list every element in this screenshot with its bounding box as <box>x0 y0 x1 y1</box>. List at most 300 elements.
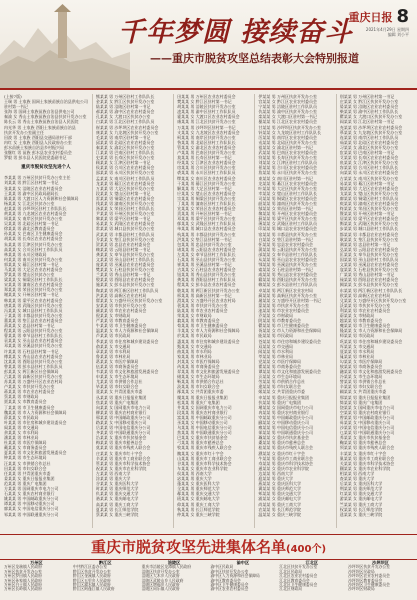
text-line: 经某某 女 江津区农业农村委员会 <box>177 160 236 166</box>
text-line: 冉光华 男 土家族 酉阳土家族苗族自治县 <box>4 124 76 130</box>
text-line: 桑某某 男 重庆市慈善总会 <box>258 440 305 446</box>
article-body <box>4 94 413 528</box>
text-line: 康某某 女 九龙坡区扶贫开发办公室 <box>95 129 159 135</box>
text-line: 范某某 男 重庆广电集团 <box>4 480 47 486</box>
text-column <box>4 94 88 528</box>
text-line: 满某某 男 忠县驻村第一书记 <box>339 241 391 247</box>
text-line: 宗某某 男 铜梁区扶贫开发办公室 <box>177 195 236 201</box>
text-line: 温某某 女 重庆三峡学院 <box>258 511 301 517</box>
text-line: 陆某某 男 涪陵区驻村第一书记 <box>95 104 151 110</box>
text-line: 薛某某 女 市民政局 <box>4 414 39 420</box>
text-line: 吕某某 男 高新区扶贫开发办公室 <box>4 373 63 379</box>
text-line: 丰某某 女 重庆市红十字会 <box>339 450 387 456</box>
section-heading: 涪陵区 <box>167 560 181 565</box>
text-line: 许某某 男 石柱县驻村第一书记 <box>4 348 59 354</box>
text-line: 糜某某 男 重庆日报报业集团 <box>177 394 228 400</box>
text-line: 蓟某某 男 梁平区扶贫开发办公室 <box>258 216 317 222</box>
text-line: 洪某某 男 高新区农业农村局 <box>95 292 147 298</box>
text-line: 焦某某 男 重庆广电集团 <box>95 399 139 405</box>
text-line: 涪陵区增福乡人民政府 <box>141 581 180 587</box>
text-line: 庄某某 女 重庆市红十字会 <box>95 450 143 456</box>
text-line: 邓某某 男 梁平区扶贫开发办公室 <box>177 216 236 222</box>
text-line: 黔江区金溪镇人民政府 <box>72 573 111 579</box>
text-line: 简某某 男 重庆广电集团 <box>339 399 383 405</box>
text-line: 殷某某 男 酉阳县农业农村委员会 <box>95 277 155 283</box>
text-line: 瞿某某 女 大渡口区扶贫开发办公室 <box>339 114 403 120</box>
text-line: 仰某某 男 重庆工商大学 <box>177 501 220 507</box>
text-line: 白某某 男 江北区驻村工作队队员 <box>95 119 155 125</box>
text-line: 万州区扶贫开发办公室 <box>4 568 42 574</box>
text-line: 滑某某 女 万盛经开区农业农村局 <box>177 297 236 303</box>
text-line: 高某某 男 重庆工商大学 <box>95 501 139 507</box>
text-line: 雍某某 男 中国电信重庆分公司 <box>258 425 313 431</box>
text-line: 时某某 男 重庆师范大学 <box>95 486 139 492</box>
text-line: 索某某 女 石柱县驻村第一书记 <box>258 267 313 273</box>
text-line: 钱某某 男 潼南区扶贫开发办公室 <box>95 200 155 206</box>
text-line: 兰某某 男 秀山县驻村第一书记 <box>95 272 151 278</box>
text-line: 邱某某 男 北碚区农业农村委员会 <box>95 139 155 145</box>
text-line: 郤某某 男 中国联通重庆分公司 <box>258 430 313 436</box>
text-line: 吉某某 女 石柱县农业农村委员会 <box>177 267 236 273</box>
text-line: 章某某 男 市水利局 <box>95 348 131 354</box>
text-line: 雷某某 男 铜梁区农业农村委员会 <box>95 195 155 201</box>
text-line: 汤某某 女 荣昌区驻村工作队队长 <box>95 206 155 212</box>
text-line: 连某某 男 南岸区驻村工作队队员 <box>339 134 399 140</box>
text-line: 房某某 男 合川区扶贫开发办公室 <box>177 165 236 171</box>
text-line: 祖某某 女 渝北区驻村第一书记 <box>258 144 313 150</box>
text-line: 莘某某 男 市林业局 <box>258 353 293 359</box>
text-line: 戴某某 女 市商务委员会 <box>4 445 47 451</box>
text-line: 羿某某 男 市文化和旅游发展委员会 <box>177 369 240 375</box>
headline: 千年梦圆 接续奋斗 <box>118 17 353 48</box>
text-line: 赖某某 女 彭水县驻村工作队队员 <box>258 282 317 288</box>
text-line: 田某某 男 万州区农业农村委员会 <box>177 94 236 99</box>
text-line: 梁某某 女 铜梁区驻村工作队队长 <box>4 277 63 283</box>
text-line: 管某某 女 渝北区农业农村委员会 <box>177 144 236 150</box>
text-line: 方某某 男 国网重庆市电力公司 <box>4 486 59 492</box>
text-line: 籍某某 男 酉阳县扶贫开发办公室 <box>258 277 317 283</box>
text-line: 姚某某 男 中国邮政重庆分公司 <box>4 496 59 502</box>
text-line: 龚某某 女 奉节县扶贫开发办公室 <box>95 251 155 257</box>
text-line: 韩某某 男 梁平区农业农村委员会 <box>4 297 63 303</box>
text-line: 韦某某 男 市文化和旅游发展委员会 <box>95 369 159 375</box>
text-line: 向某某 女 国网重庆市电力公司 <box>95 404 151 410</box>
text-line: 韶某某 男 潼南区扶贫开发办公室 <box>258 200 317 206</box>
text-line: 徐某某 男 渝北区教育委员会 <box>4 226 55 232</box>
text-line: 相某某 男 西南大学 <box>339 470 375 476</box>
text-line: 饶某某 女 国网重庆市电力公司 <box>339 404 395 410</box>
text-line: 寇某某 女 石柱县扶贫开发办公室 <box>339 267 399 273</box>
text-line: 融某某 男 市文化和旅游发展委员会 <box>339 369 403 375</box>
text-line: 蔡某某 男 市财政局 <box>4 394 39 400</box>
text-line: 江某某 男 巴南区驻村工作队队长 <box>95 150 155 156</box>
text-line: 那某某 男 重庆日报报业集团 <box>339 394 391 400</box>
text-line: 幸某某 女 璧山区驻村工作队队长 <box>258 190 317 196</box>
paper-name: 重庆日报 <box>348 11 393 24</box>
subheadline: ——重庆市脱贫攻坚总结表彰大会特别报道 <box>150 52 359 65</box>
text-line: 甘某某 男 沙坪坝区扶贫开发办公室 <box>258 124 321 130</box>
text-line: 晁某某 男 市林业局 <box>339 353 375 359</box>
text-line: 蔚某某 女 市财政局 <box>339 313 375 319</box>
text-line: 贾某某 女 市教育委员会 <box>4 399 47 405</box>
text-line: 余某某 女 市水利局 <box>4 430 39 435</box>
text-line: 宣某某 女 荣昌区农业农村委员会 <box>177 206 236 212</box>
list-column <box>142 561 207 597</box>
text-line: 咸某某 男 秀山县农业农村委员会 <box>258 272 317 278</box>
text-line: 罗毅 男 彭水县人民医院党委副书记 <box>4 155 67 161</box>
text-line: 渝中区卫生健康委员会 <box>210 581 249 587</box>
text-line: 金某某 女 黔江区扶贫开发办公室 <box>95 99 155 105</box>
text-line: 邢某某 男 中国邮政重庆分公司 <box>95 414 151 420</box>
text-line: 廖某某 男 铜梁区驻村工作队队员 <box>339 195 399 201</box>
text-line: 张继红 男 苗族 彭水县农业农村委员会 <box>4 150 72 156</box>
text-line: 李某某 男 万州区扶贫开发办公室主任 <box>4 175 71 181</box>
text-line: 蒯某某 女 重庆市农业科学院 <box>339 465 391 471</box>
text-line: 鞠某某 男 重庆市慈善总会 <box>339 440 387 446</box>
text-line: 沙某某 男 中国电信重庆分公司 <box>339 425 395 431</box>
text-line: 殳某某 女 万盛经开区扶贫开发办公室 <box>339 297 407 303</box>
text-line: 邓某某 男 巫溪县扶贫开发办公室 <box>4 343 63 349</box>
text-line: 涂某某 男 重庆大学 <box>95 476 131 482</box>
text-line: 仇某某 男 重庆交通大学 <box>95 491 139 497</box>
text-line: 訾某某 男 市供销合作总社 <box>339 379 387 385</box>
text-line: 须某某 男 重庆市残疾人联合会 <box>339 445 395 451</box>
text-line: 家某某 男 市林业局 <box>177 353 212 359</box>
text-line: 诸某某 男 云阳县农业农村委员会 <box>177 246 236 252</box>
text-line: 罗某某 男 璧山区扶贫办公室 <box>4 272 55 278</box>
section-heading: 重庆市脱贫攻坚先进个人 <box>21 165 71 171</box>
text-line: 贡某某 女 市生态环境局 <box>258 374 301 380</box>
text-line: 詹某某 男 永川区扶贫开发办公室 <box>258 170 317 176</box>
text-line: 牛某某 男 市卫生健康委员会 <box>95 323 147 329</box>
text-line: 渝中区农业农村委员会 <box>210 586 249 592</box>
text-line: 温某某 女 市人力资源和社会保障局 <box>95 328 159 334</box>
text-line: 弓某某 男 重庆市慈善总会 <box>177 440 224 446</box>
text-line: 包某某 男 忠县扶贫开发办公室 <box>177 241 232 247</box>
text-line: 红某某 男 重庆交通大学 <box>339 491 383 497</box>
text-line: 芮某某 男 市商务委员会 <box>177 363 220 369</box>
text-line: 乔某某 女 市财政局 <box>258 313 293 319</box>
text-line: 江北区民政局 <box>279 568 303 574</box>
text-line: 崔某某 男 沙坪坝区农业农村委员会 <box>95 124 159 130</box>
text-line: 刘某某 男 黔江区驻村第一书记 <box>4 180 59 186</box>
text-line: 越某某 男 市教育委员会 <box>339 318 383 324</box>
text-line: 燕某某 女 重庆医科大学 <box>258 481 301 487</box>
text-line: 逯某某 女 重庆三峡学院 <box>339 511 383 517</box>
text-column <box>173 94 250 528</box>
text-line: 任某某 男 共青团重庆市委 <box>4 470 51 476</box>
text-line: 谷某某 男 重庆市科学技术协会 <box>177 460 232 466</box>
text-line: 侯某某 男 西南大学 <box>177 470 212 476</box>
text-line: 葛某某 女 市医疗保障局 <box>95 358 139 364</box>
text-line: 秦渝 女 秀山土家族苗族自治县扶贫开发办公室 <box>4 114 87 120</box>
text-line: 浦某某 女 重庆邮电大学 <box>258 496 301 502</box>
masthead <box>348 6 409 37</box>
text-line: 牧某某 男 重庆市残疾人联合会 <box>177 445 232 451</box>
text-line: 廖某某 女 中国电信重庆分公司 <box>4 506 59 512</box>
text-line: 庾某某 男 潼南区农业农村委员会 <box>339 200 399 206</box>
text-line: 习某某 女 渝北区扶贫开发办公室 <box>339 144 399 150</box>
text-line: 王瑞 男 土家族 国网土家族苗族自治县供电公司 <box>4 99 88 105</box>
text-line: 养某某 女 重庆市扶贫基金会 <box>339 435 391 441</box>
text-line: 戈某某 女 璧山区扶贫开发办公室 <box>339 190 399 196</box>
text-line: 易某某 女 武隆区农业农村委员会 <box>95 221 155 227</box>
text-line: 欧某某 男 高新区农业农村局 <box>339 292 391 298</box>
section-heading: 渝中区 <box>236 560 250 565</box>
text-line: 白某某 女 垫江县驻村第一书记 <box>258 236 313 242</box>
text-line: 蒙某某 男 市扶贫开发办公室 <box>258 302 309 308</box>
text-line: 聂某某 女 共青团重庆市委 <box>95 389 143 395</box>
text-line: 尹某某 男 开州区扶贫开发办公室 <box>95 211 155 217</box>
text-line: 向某某 男 永川区农业农村委员会 <box>339 170 399 176</box>
text-line: 巩某某 男 市住房和城乡建设委员会 <box>339 338 403 344</box>
text-line: 苏某某 男 万盛经开区农业农村局 <box>4 379 63 385</box>
text-line: 史某某 男 长寿区扶贫开发办公室 <box>95 155 155 161</box>
text-line: 莫某某 男 重庆市残疾人联合会 <box>95 445 151 451</box>
text-line: 荀某某 男 市卫生健康委员会 <box>177 323 228 329</box>
text-line: 沙坪坝区卫生健康委员会 <box>348 581 390 587</box>
text-line: 逄某某 男 市妇女联合会 <box>258 384 301 390</box>
section-heading: 万州区 <box>30 560 43 565</box>
text-line: 羊某某 女 市人力资源和社会保障局 <box>177 328 240 334</box>
text-line: 农某某 男 长江师范学院 <box>258 506 301 512</box>
text-line: 宓某某 男 重庆大学 <box>177 476 212 482</box>
text-line: 牛某某 男 重庆市工商业联合会 <box>258 455 313 461</box>
text-line: 孙某某 女 巴南区卫生健康委员会 <box>4 231 63 237</box>
text-line: 熊某某 男 万州区驻村工作队队长 <box>95 94 155 99</box>
text-line: 齐某某 男 中国联通重庆分公司 <box>95 430 151 436</box>
text-line: 万某某 男 沙坪坝区驻村第一书记 <box>177 124 236 130</box>
text-line: 彭水苗族土家族自治县乡村振兴局 <box>4 144 64 150</box>
text-line: 杭某某 男 丰都县扶贫开发办公室 <box>177 231 236 237</box>
text-line: 梅某某 男 重庆市慈善总会 <box>95 440 143 446</box>
text-line: 惠某某 男 市住房和城乡建设委员会 <box>177 338 240 344</box>
text-line: 石某某 女 重庆农村商业银行 <box>4 491 55 497</box>
text-line: 洪某某 女 垫江县驻村第一书记 <box>177 236 232 242</box>
text-line: 蒲某某 男 云阳县扶贫开发办公室 <box>258 246 317 252</box>
text-line: 汲某某 男 市妇女联合会 <box>177 384 220 390</box>
text-line: 荆某某 男 重庆师范大学 <box>339 486 383 492</box>
text-line: 权某某 男 长江师范学院 <box>339 506 383 512</box>
text-line: 卢某某 男 巴南区扶贫开发办公室 <box>177 150 236 156</box>
text-line: 阙某某 女 彭水县扶贫开发办公室 <box>339 282 399 288</box>
issue-editor: 编辑 刘小平 <box>387 32 409 37</box>
text-line: 嵇某某 男 两江新区扶贫开发办公室 <box>177 287 240 293</box>
text-line: 崔某某 男 巫溪县驻村第一书记 <box>177 262 232 268</box>
text-line: 辛某某 男 市妇女联合会 <box>339 384 383 390</box>
text-line: 封某某 女 市医疗保障局 <box>177 358 220 364</box>
text-line: 钟某某 男 市生态环境局 <box>4 455 47 461</box>
text-line: 张某某 女 涪陵区农业农村委员会 <box>4 185 63 191</box>
section-heading: 江北区 <box>305 560 319 565</box>
text-line: 暨某某 男 开州区驻村第一书记 <box>339 211 395 217</box>
text-line: 沙坪坝区民政局 <box>348 568 375 574</box>
text-line: 庄某某 女 黔江区扶贫开发办公室 <box>339 99 399 105</box>
text-line: 隆某某 女 市人力资源和社会保障局 <box>339 328 403 334</box>
text-line: 程某某 女 彭水县农业农村委员会 <box>177 282 236 288</box>
collective-list <box>4 561 413 597</box>
text-line: 涪陵区扶贫开发办公室 <box>141 568 180 574</box>
text-line: 濮某某 女 重庆市红十字会 <box>258 450 305 456</box>
text-line: 巴某某 女 重庆市扶贫基金会 <box>177 435 228 441</box>
text-line: 渝中区扶贫开发办公室 <box>210 568 249 574</box>
list-column <box>4 561 69 597</box>
text-line: 杨某某 女 江北区扶贫办公室 <box>4 200 55 206</box>
text-line: 曾某某 男 彭水县驻村工作队队员 <box>4 363 63 369</box>
text-line: 于某某 男 丰都县扶贫开发办公室 <box>4 312 63 318</box>
text-line: 文某某 男 巫溪县农业农村委员会 <box>339 262 399 268</box>
text-line: 甄某某 女 市交通局 <box>177 343 212 349</box>
text-line: 全某某 男 重庆师范大学 <box>177 486 220 492</box>
text-line: 宿某某 男 丰都县扶贫开发办公室 <box>258 231 317 237</box>
text-line: 管某某 男 重庆市科学技术协会 <box>95 460 151 466</box>
text-line: 郑某某 男 荣昌区扶贫开发办公室 <box>4 287 63 293</box>
text-line: 颜某某 男 市农业农村委员会 <box>95 307 147 313</box>
text-line: 吴某某 男 北碚区驻村第一书记 <box>4 221 59 227</box>
text-line: 宋某某 男 潼南区农业农村委员会 <box>4 282 63 288</box>
text-line: 伊某某 男 万州区扶贫开发办公室 <box>258 94 317 99</box>
text-line: 辛某某 男 重庆市工商业联合会 <box>95 455 151 461</box>
text-line: 厍某某 女 市交通局 <box>339 343 375 349</box>
text-line: 居某某 男 梁平区农业农村委员会 <box>339 216 399 222</box>
text-line: 衡某某 女 武隆区扶贫开发办公室 <box>339 221 399 227</box>
text-line: 袁某某 女 巫山县农业农村委员会 <box>4 338 63 344</box>
text-line: 沿某某 女 重庆市扶贫基金会 <box>95 435 147 441</box>
text-line: 贺某某 男 忠县农业农村委员会 <box>95 241 151 247</box>
text-line: 夔某某 男 市卫生健康委员会 <box>339 323 391 329</box>
text-line: 陈某某 男 大渡口区人力资源和社会保障局 <box>4 195 79 201</box>
text-line: 武某某 男 巴南区农业农村委员会 <box>258 150 317 156</box>
text-line: 渝中区教育委员会 <box>210 577 241 583</box>
text-line: 步某某 男 城口县驻村工作队队长 <box>339 226 399 232</box>
text-line: 田波 男 土家族 酉阳县交通局驻村干部 <box>4 134 72 140</box>
text-line: 石某某 男 巫山县扶贫开发办公室 <box>177 257 236 262</box>
text-line: 艾某某 男 长寿区农业农村委员会 <box>339 155 399 161</box>
text-line: 黎某某 男 开州区农业农村委员会 <box>258 211 317 217</box>
text-line: 沙坪坝区扶贫开发办公室 <box>348 564 390 570</box>
text-line: 师某某 男 市民政局 <box>339 333 375 339</box>
text-line: 王某某 男 渝中区民政局副局长 <box>4 190 59 196</box>
text-line: 缪某某 女 南川区农业农村委员会 <box>177 175 236 181</box>
text-line: 寿某某 男 重庆市科学技术协会 <box>258 460 313 466</box>
text-line: 赖某某 男 云阳县驻村第一书记 <box>95 246 151 252</box>
text-line: 姬某某 女 共青团重庆市委 <box>258 389 305 395</box>
text-line: 柳某某 男 重庆农村商业银行 <box>95 409 147 415</box>
text-line: 司某某 男 铜梁区农业农村委员会 <box>258 195 317 201</box>
text-line: 薄某某 女 武隆区驻村工作队队员 <box>258 221 317 227</box>
text-line: 裴某某 男 市扶贫开发办公室 <box>177 302 228 308</box>
text-line: 厉某某 男 南岸区农业农村委员会 <box>258 134 317 140</box>
text-line: 苍某某 男 市住房和城乡建设委员会 <box>258 338 321 344</box>
text-line: 璩某某 女 重庆市扶贫基金会 <box>258 435 309 441</box>
text-line: 郭某某 女 綦江区驻村第一书记 <box>4 261 59 267</box>
text-line: 翟某某 女 万盛经开区扶贫开发办公室 <box>95 297 163 303</box>
text-line: 堵某某 女 国网重庆市电力公司 <box>258 404 313 410</box>
header-banner <box>0 0 417 88</box>
text-line: 江北区农业农村委员会 <box>279 573 318 579</box>
text-line: 鄂某某 男 巫溪县扶贫开发办公室 <box>258 262 317 268</box>
text-line: 潘某某 男 市林业局 <box>4 435 39 441</box>
text-line: 能某某 男 市民政局 <box>258 333 293 339</box>
text-line: 芦某某 男 市民政局 <box>95 333 131 339</box>
list-count: (400个) <box>286 544 327 555</box>
text-line: 戎某某 男 北碚区扶贫开发办公室 <box>258 139 317 145</box>
text-line: 冉某某 男 重庆农村商业银行 <box>258 409 309 415</box>
text-line: 郏某某 男 重庆交通大学 <box>258 491 301 497</box>
text-line: 涪陵区武陵山乡人民政府 <box>141 577 184 583</box>
header-rule <box>0 88 417 90</box>
text-line: 冷某某 女 市生态环境局 <box>339 374 383 380</box>
text-line: 陈长云 男 秀山土家族苗族自治县人民医院 <box>4 119 79 125</box>
section-heading: 沙坪坝区 <box>372 560 389 565</box>
text-line: 孟某某 女 南川区驻村工作队队员 <box>95 175 155 181</box>
text-line: 傅某某 女 秀山县农业农村委员会 <box>4 353 63 359</box>
text-line: 唐某某 男 武隆区扶贫开发办公室 <box>4 302 63 308</box>
text-column <box>92 94 169 528</box>
text-line: 郁某某 女 武隆区驻村工作队队员 <box>177 221 236 227</box>
text-line: 毕某某 男 市妇女联合会 <box>95 384 139 390</box>
text-line: 谷某某 女 重庆医科大学 <box>95 481 139 487</box>
text-line: 桂某某 男 重庆市残疾人联合会 <box>258 445 313 451</box>
text-line: 裘某某 男 永川区驻村工作队队员 <box>177 170 236 176</box>
text-line: 杜某某 男 市医疗保障局 <box>4 440 47 446</box>
text-line: 敖某某 男 市商务委员会 <box>339 363 383 369</box>
text-line: 申某某 女 市生态环境局 <box>95 374 139 380</box>
text-line: 姜某某 女 重庆日报报业集团 <box>4 475 55 481</box>
text-line: 充某某 男 沙坪坝区农业农村委员会 <box>339 124 403 130</box>
list-column <box>210 561 275 597</box>
text-line: 宰某某 男 中国邮政重庆分公司 <box>258 414 313 420</box>
text-line: 游某某 女 重庆邮电大学 <box>339 496 383 502</box>
text-line: 丛某某 男 重庆日报报业集团 <box>95 394 147 400</box>
text-line: 刘某某 女 江津区驻村工作队队员 <box>258 160 317 166</box>
text-line: 彭某某 女 两江新区社会保障局 <box>4 368 59 374</box>
text-line: 龚某某 男 酉阳县驻村工作队队员 <box>177 277 236 283</box>
text-line: 段某某 男 重庆农村商业银行 <box>177 409 228 415</box>
mountain-illustration <box>0 0 130 88</box>
text-line: 宁某某 男 涪陵区驻村工作队队员 <box>258 104 317 110</box>
text-line: 祝某某 女 重庆市农业科学院 <box>95 465 147 471</box>
text-line: 邹某某 男 中国联通重庆分公司 <box>4 511 59 517</box>
text-line: 应某某 女 璧山区农业农村委员会 <box>177 190 236 196</box>
text-line: 东某某 男 两江新区驻村工作队队长 <box>339 287 403 293</box>
text-line: 江北区财政局 <box>279 586 303 592</box>
text-line: 马某某 男 大足区农业农村委员会 <box>4 267 63 272</box>
text-line: 渝中区民政局 <box>210 564 234 570</box>
list-column <box>73 561 138 597</box>
text-line: 左某某 男 西南大学 <box>95 470 131 476</box>
text-line: 勾某某 女 市医疗保障局 <box>339 358 383 364</box>
text-line: 郗某某 男 重庆交通大学 <box>177 491 220 497</box>
text-line: 郦某某 女 中国移动重庆公司 <box>258 420 309 425</box>
text-line: 汪某某 女 市供销合作总社 <box>4 460 51 466</box>
issue-meta <box>348 27 409 37</box>
text-line: 柴某某 男 渝中区驻村工作队队长 <box>339 109 399 115</box>
text-line: 储某某 女 市生态环境局 <box>177 374 220 380</box>
text-line: 井某某 女 国网重庆市电力公司 <box>177 404 232 410</box>
text-line: 涪陵区同乐镇人民政府 <box>141 586 180 592</box>
text-line: 利某某 男 市农业农村委员会 <box>339 307 391 313</box>
text-line: 夏某某 男 长江师范学院 <box>95 506 139 512</box>
text-line: 何某某 男 南川区扶贫开发办公室 <box>4 256 63 262</box>
text-line: 巢某某 男 重庆市工商业联合会 <box>339 455 395 461</box>
text-line: 党某某 女 市医疗保障局 <box>258 358 301 364</box>
text-line: 顾某某 女 江津区驻村第一书记 <box>95 160 151 166</box>
text-line: 阚某某 女 共青团重庆市委 <box>339 389 387 395</box>
text-line: 骆某某 女 重庆邮电大学 <box>95 496 139 502</box>
text-line: 万州区罗田镇人民政府 <box>4 573 42 579</box>
text-line: 鬱某某 男 市卫生健康委员会 <box>258 323 309 329</box>
